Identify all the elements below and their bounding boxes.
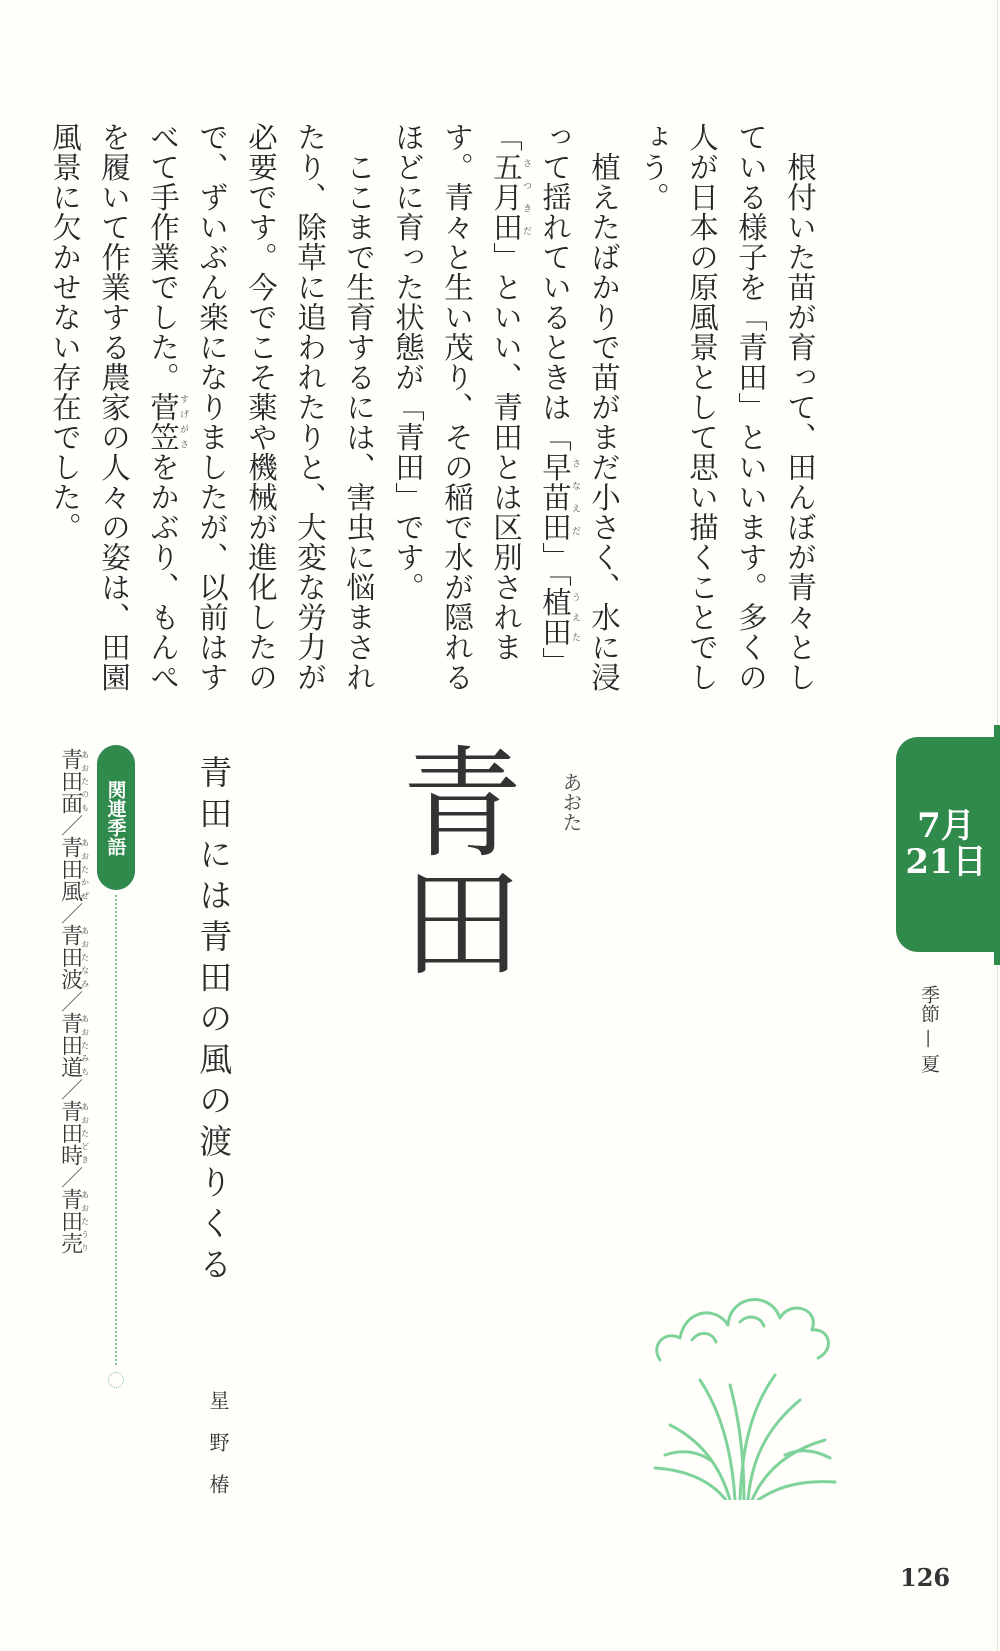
ruby-word: [538, 452, 580, 542]
related-words-list: [50, 748, 90, 1254]
ruby-base: 菅笠: [146, 392, 180, 452]
date-month: 7月: [917, 805, 975, 846]
related-word: [57, 748, 90, 814]
related-word-text: 青田道: [57, 1012, 83, 1078]
related-dotted-line: [115, 895, 117, 1365]
ruby-word: [146, 392, 188, 452]
body-text-segment: 」「: [489, 122, 572, 678]
body-text-segment: をかぶり、もんぺを履いて作業する農家の人々の姿は、田園風景に欠かせない存在でした。: [48, 122, 180, 692]
related-word-separator: ／: [57, 1078, 83, 1100]
body-text-segment: ここまで生育するには、害虫に悩まされたり、除草に追われたりと、大変な労力が必要です。今でこそ薬や機械が進化したので、ずいぶん楽になりましたが、以前はすべて手作業でした。: [146, 122, 376, 692]
related-word-text: 青田面: [57, 748, 83, 814]
related-word: [57, 1012, 90, 1078]
date-label: [905, 805, 987, 882]
body-text-segment: 」といい、青田とは区別されます。青々と生い茂り、その稲で水が隠れるほどに育った状態が「青田」です。: [391, 122, 523, 692]
related-word-text: 青田波: [57, 924, 83, 990]
date-tab: [896, 737, 996, 952]
body-paragraph: [628, 122, 824, 692]
ruby-word: [489, 152, 531, 242]
rice-paddy-cloud-icon: [640, 1200, 850, 1500]
ruby-reading: すげがさ: [178, 392, 188, 452]
related-words-badge-label: 関連季語: [104, 779, 127, 856]
ruby-reading: さなえだ: [570, 452, 580, 542]
related-word-text: 青田売: [57, 1188, 83, 1254]
related-word-text: 青田時: [57, 1100, 83, 1166]
related-word-reading: あおたのも: [80, 748, 90, 814]
related-word-separator: ／: [57, 1166, 83, 1188]
entry-title: 青田: [382, 740, 521, 980]
entry-title-reading: あおた: [559, 772, 583, 832]
body-text-segment: 植えたばかりで苗がまだ小さく、水に浸って揺れているときは「: [538, 122, 621, 692]
body-text-segment: 根付いた苗が育って、田んぼが青々としている様子を「青田」といいます。多くの人が日本の原風景として思い描くことでしょう。: [636, 122, 817, 692]
related-word-reading: あおたなみ: [80, 924, 90, 990]
ruby-word: [538, 587, 580, 648]
ruby-base: 五月田: [489, 152, 523, 242]
related-words-badge: [97, 745, 135, 890]
ruby-reading: うえた: [570, 587, 580, 648]
body-paragraph: [383, 122, 628, 692]
related-word-reading: あおたかぜ: [80, 836, 90, 902]
haiku-text: 青田には青田の風の渡りくる: [194, 755, 234, 1288]
related-word: [57, 836, 90, 902]
related-word: [57, 924, 90, 990]
season-caption: 季節: [917, 985, 940, 1023]
body-text: [40, 122, 824, 692]
related-word-reading: あおたみち: [80, 1012, 90, 1078]
related-word: [57, 1100, 90, 1166]
ruby-base: 植田: [538, 587, 572, 648]
season-label: [918, 985, 938, 1073]
season-dash: —: [917, 1029, 940, 1048]
haiku-author: 星野椿: [206, 1390, 230, 1516]
related-word-separator: ／: [57, 902, 83, 924]
related-word-reading: あおたどき: [80, 1100, 90, 1166]
related-dotted-end: [108, 1372, 124, 1388]
related-word-separator: ／: [57, 814, 83, 836]
related-word-separator: ／: [57, 990, 83, 1012]
body-text-segment: 」「: [538, 542, 572, 588]
ruby-reading: さつきだ: [521, 152, 531, 242]
related-word-text: 青田風: [57, 836, 83, 902]
date-day: 21日: [905, 841, 987, 882]
page-number: 126: [900, 1563, 951, 1592]
related-word-reading: あおたうり: [80, 1188, 90, 1254]
body-paragraph: [40, 122, 383, 692]
ruby-base: 早苗田: [538, 452, 572, 542]
related-word: [57, 1188, 90, 1254]
season-value: 夏: [917, 1054, 940, 1073]
